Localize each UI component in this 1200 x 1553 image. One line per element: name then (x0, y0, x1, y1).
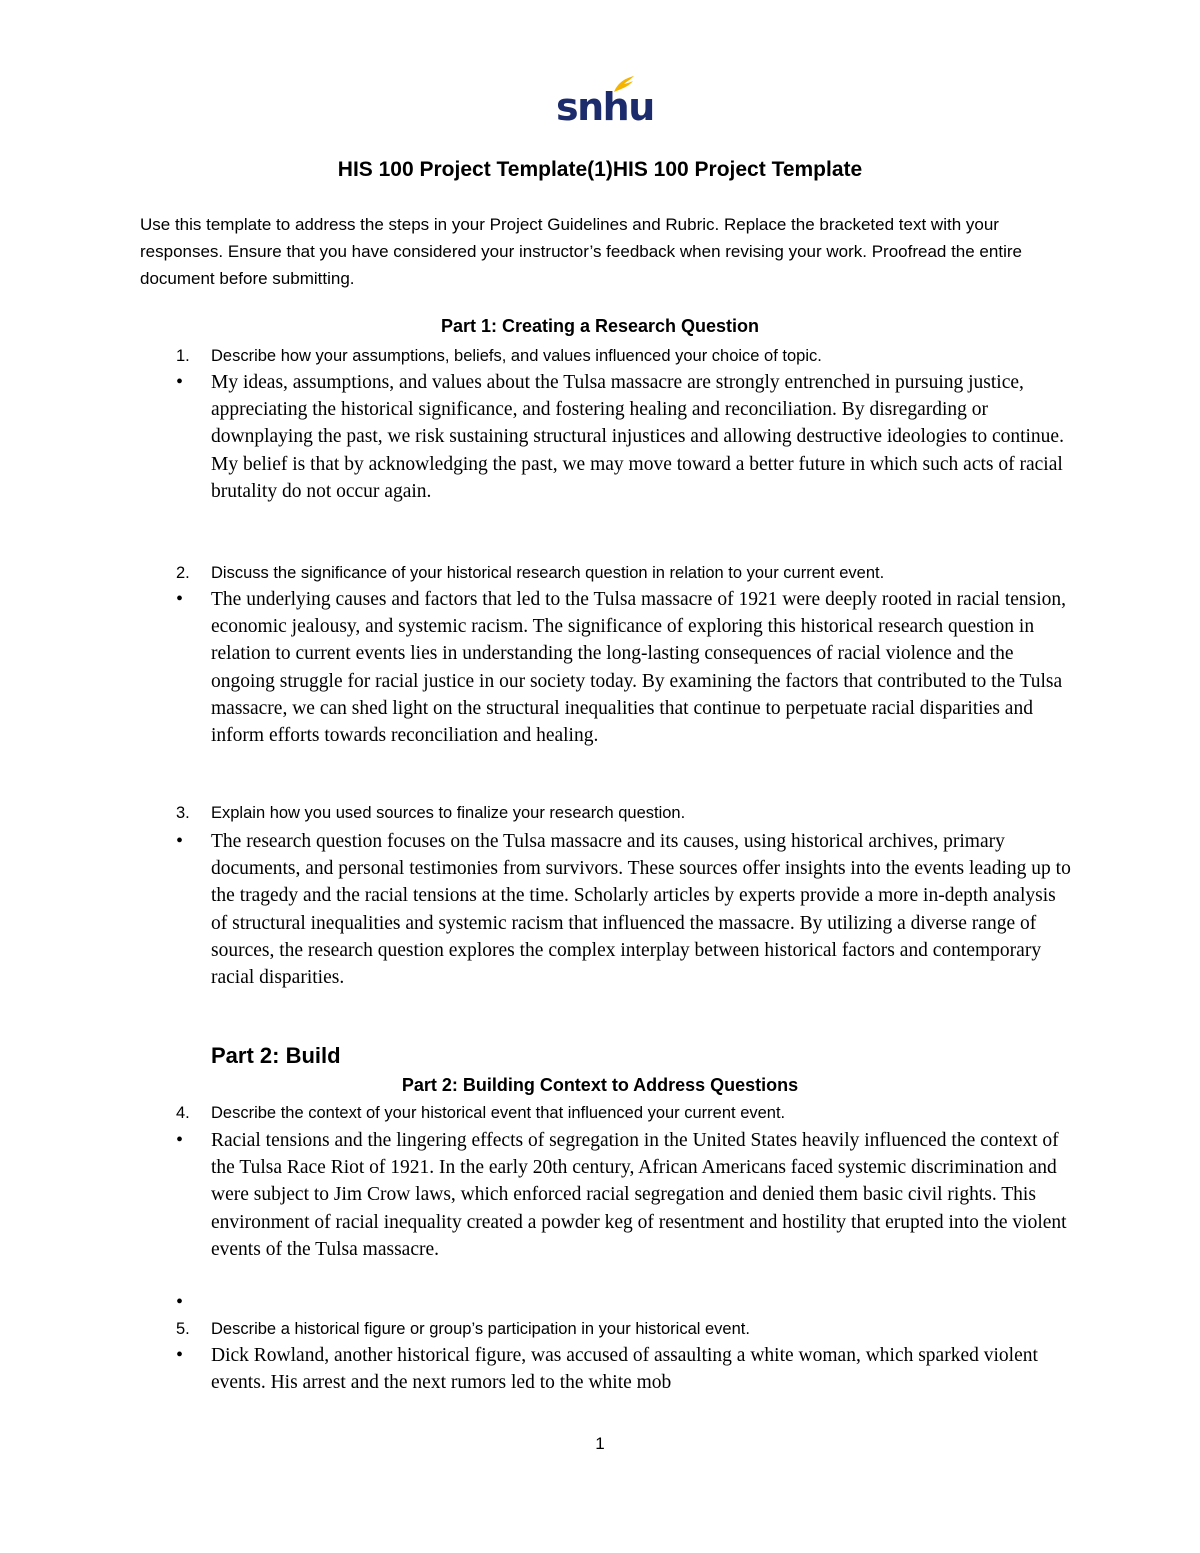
bullet-icon: • (176, 1344, 184, 1366)
question-text: Discuss the significance of your historical research question in relation to your current event. (211, 564, 885, 582)
answer-2: The underlying causes and factors that led to the Tulsa massacre of 1921 were deeply rooted in racial tension, economic jealousy, and systemic racism. The significance of exploring this historical research question in relation to current events lies in understanding the long-lasting consequences of racial violence and the ongoing struggle for racial justice in our society today. By examining the factors that contributed to the Tulsa massacre, we can shed light on the structural inequalities that continue to perpetuate racial disparities and inform efforts towards reconciliation and healing. (211, 589, 1067, 747)
part1-heading: Part 1: Creating a Research Question (440, 316, 760, 336)
part2-heading: Part 2: Building Context to Address Questions (401, 1075, 799, 1095)
document-title: HIS 100 Project Template(1)HIS 100 Project Template (337, 158, 863, 181)
question-text: Describe a historical figure or group’s participation in your historical event. (211, 1320, 750, 1338)
snhu-logo (556, 74, 654, 134)
bullet-icon: • (176, 1129, 184, 1151)
question-2 (176, 561, 884, 585)
answer-1: My ideas, assumptions, and values about the Tulsa massacre are strongly entrenched in pursuing justice, appreciating the historical significance, and fostering healing and reconciliation. By disregarding or downplaying the past, we risk sustaining structural injustices and allowing destructive ideologies to continue. My belief is that by acknowledging the past, we may move toward a better future in which such acts of racial brutality do not occur again. (211, 372, 1064, 502)
question-number: 5. (176, 1320, 190, 1338)
question-number: 4. (176, 1104, 190, 1122)
question-number: 2. (176, 564, 190, 582)
question-3 (176, 801, 685, 825)
page-number: 1 (595, 1434, 605, 1453)
answer-5: Dick Rowland, another historical figure, was accused of assaulting a white woman, which sparked violent events. His arrest and the next rumors led to the white mob (211, 1345, 1038, 1394)
bullet-icon: • (176, 588, 184, 610)
bullet-icon: • (176, 830, 184, 852)
bullet-icon: • (176, 371, 184, 393)
part2-label: Part 2: Build (211, 1043, 341, 1068)
question-number: 3. (176, 804, 190, 822)
logo-text: snhu (556, 85, 654, 129)
question-4 (176, 1101, 785, 1125)
question-number: 1. (176, 347, 190, 365)
bullet-icon: • (176, 1291, 184, 1313)
question-text: Explain how you used sources to finalize your research question. (211, 804, 686, 822)
question-text: Describe how your assumptions, beliefs, and values influenced your choice of topic. (211, 347, 822, 365)
answer-3: The research question focuses on the Tulsa massacre and its causes, using historical archives, primary documents, and personal testimonies from survivors. These sources offer insights into the events leading up to the tragedy and the racial tensions at the time. Scholarly articles by experts provide a more in-depth analysis of structural inequalities and systemic racism that influenced the massacre. By utilizing a diverse range of sources, the research question explores the complex interplay between historical factors and contemporary racial disparities. (211, 831, 1071, 989)
answer-4: Racial tensions and the lingering effects of segregation in the United States heavily influenced the context of the Tulsa Race Riot of 1921. In the early 20th century, African Americans faced systemic discrimination and were subject to Jim Crow laws, which enforced racial segregation and denied them basic civil rights. This environment of racial inequality created a powder keg of resentment and hostility that erupted into the violent events of the Tulsa massacre. (211, 1130, 1067, 1260)
question-text: Describe the context of your historical event that influenced your current event. (211, 1104, 786, 1122)
question-5 (176, 1317, 750, 1341)
question-1 (176, 344, 822, 368)
intro-paragraph: Use this template to address the steps in your Project Guidelines and Rubric. Replace the bracketed text with your responses. Ensure that you have considered your instructor’s feedback when revising your work. Proofread the entire document before submitting. (140, 215, 1022, 288)
